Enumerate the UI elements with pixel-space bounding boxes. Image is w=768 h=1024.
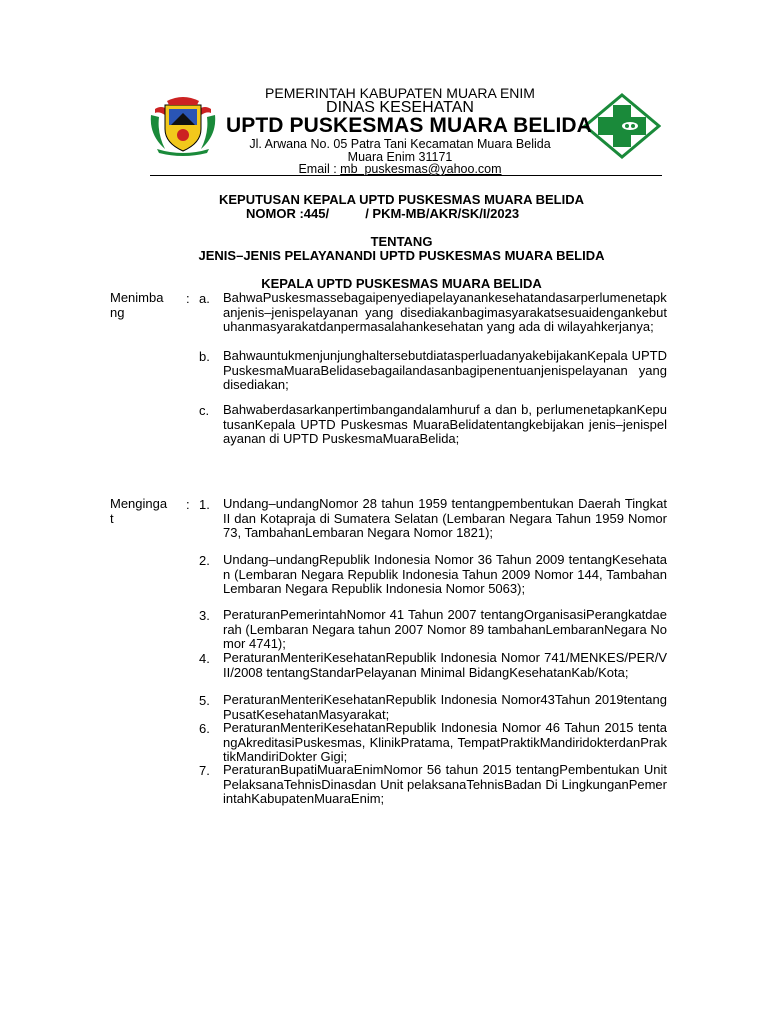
mengingat-label: Mengingat [110, 496, 168, 526]
letterhead-city: Muara Enim 31171 [347, 150, 453, 164]
letterhead-email-line [200, 162, 600, 176]
menimbang-marker: c. [199, 403, 210, 418]
menimbang-colon: : [186, 291, 190, 306]
mengingat-marker: 2. [199, 553, 210, 568]
decree-official: KEPALA UPTD PUSKESMAS MUARA BELIDA [261, 276, 542, 291]
mengingat-marker: 4. [199, 651, 210, 666]
letterhead-divider [150, 175, 662, 176]
tentang-heading: TENTANG [370, 234, 433, 249]
letterhead-institution: UPTD PUSKESMAS MUARA BELIDA [226, 114, 592, 137]
mengingat-marker: 6. [199, 721, 210, 736]
menimbang-label: Menimbang [110, 290, 164, 320]
mengingat-marker: 3. [199, 608, 210, 623]
decree-number: NOMOR :445/ / PKM-MB/AKR/SK/I/2023 [246, 206, 520, 221]
decree-subject: JENIS–JENIS PELAYANANDI UPTD PUSKESMAS MUARA BELIDA [198, 248, 605, 263]
menimbang-marker: a. [199, 291, 210, 306]
mengingat-marker: 1. [199, 497, 210, 512]
mengingat-marker: 7. [199, 763, 210, 778]
mengingat-item: PeraturanMenteriKesehatanRepublik Indonesia Nomor 46 Tahun 2015 tentangAkreditasiPuskesmas, KlinikPratama, TempatPraktikMandiridokterdanPraktikMandiriDokter Gigi; [223, 720, 667, 764]
menimbang-marker: b. [199, 349, 210, 364]
letterhead-agency: DINAS KESEHATAN [326, 99, 474, 116]
mengingat-marker: 5. [199, 693, 210, 708]
letterhead-government: PEMERINTAH KABUPATEN MUARA ENIM [265, 85, 535, 101]
mengingat-item: PeraturanMenteriKesehatanRepublik Indonesia Nomor 741/MENKES/PER/VII/2008 tentangStandarPelayanan Minimal BidangKesehatanKab/Kota; [223, 650, 667, 680]
mengingat-item: Undang–undangNomor 28 tahun 1959 tentangpembentukan Daerah Tingkat II dan Kotapraja di Sumatera Selatan (Lembaran Negara Tahun 1959 Nomor 73, TambahanLembaran Negara Nomor 1821); [223, 496, 667, 540]
email-link[interactable]: mb_puskesmas@yahoo.com [340, 162, 502, 176]
decree-title: KEPUTUSAN KEPALA UPTD PUSKESMAS MUARA BELIDA [219, 192, 584, 207]
letterhead-address: Jl. Arwana No. 05 Patra Tani Kecamatan Muara Belida [249, 137, 551, 151]
menimbang-item: Bahwaberdasarkanpertimbangandalamhuruf a dan b, perlumenetapkanKeputusanKepala UPTD Puskesmas MuaraBelidatentangkebijakan jenis–jenispelayanan di UPTD PuskesmaMuaraBelida; [223, 402, 667, 446]
mengingat-item: PeraturanMenteriKesehatanRepublik Indonesia Nomor43Tahun 2019tentangPusatKesehatanMasyarakat; [223, 692, 667, 722]
menimbang-item: BahwaPuskesmassebagaipenyediapelayanankesehatandasarperlumenetapkanjenis–jenispelayanan yang disediakanbagimasyarakatsesuaidengankebutuhanmasyarakatdanpermasalahankesehatan yang ada di wilayahkerjanya; [223, 290, 667, 334]
mengingat-item: PeraturanPemerintahNomor 41 Tahun 2007 tentangOrganisasiPerangkatdaerah (Lembaran Negara tahun 2007 Nomor 89 tambahanLembaranNegara Nomor 4741); [223, 607, 667, 651]
mengingat-item: PeraturanBupatiMuaraEnimNomor 56 tahun 2015 tentangPembentukan Unit PelaksanaTehnisDinasdan Unit pelaksanaTehnisBadan Di LingkunganPemerintahKabupatenMuaraEnim; [223, 762, 667, 806]
mengingat-colon: : [186, 497, 190, 512]
email-prefix: Email : [298, 162, 341, 176]
mengingat-item: Undang–undangRepublik Indonesia Nomor 36 Tahun 2009 tentangKesehatan (Lembaran Negara Republik Indonesia Tahun 2009 Nomor 144, TambahanLembaran Negara Republik Indonesia Nomor 5063); [223, 552, 667, 596]
menimbang-item: BahwauntukmenjunjunghaltersebutdiatasperluadanyakebijakanKepala UPTD PuskesmaMuaraBelidasebagailandasanbagipenentuanjenispelayanan yang disediakan; [223, 348, 667, 392]
